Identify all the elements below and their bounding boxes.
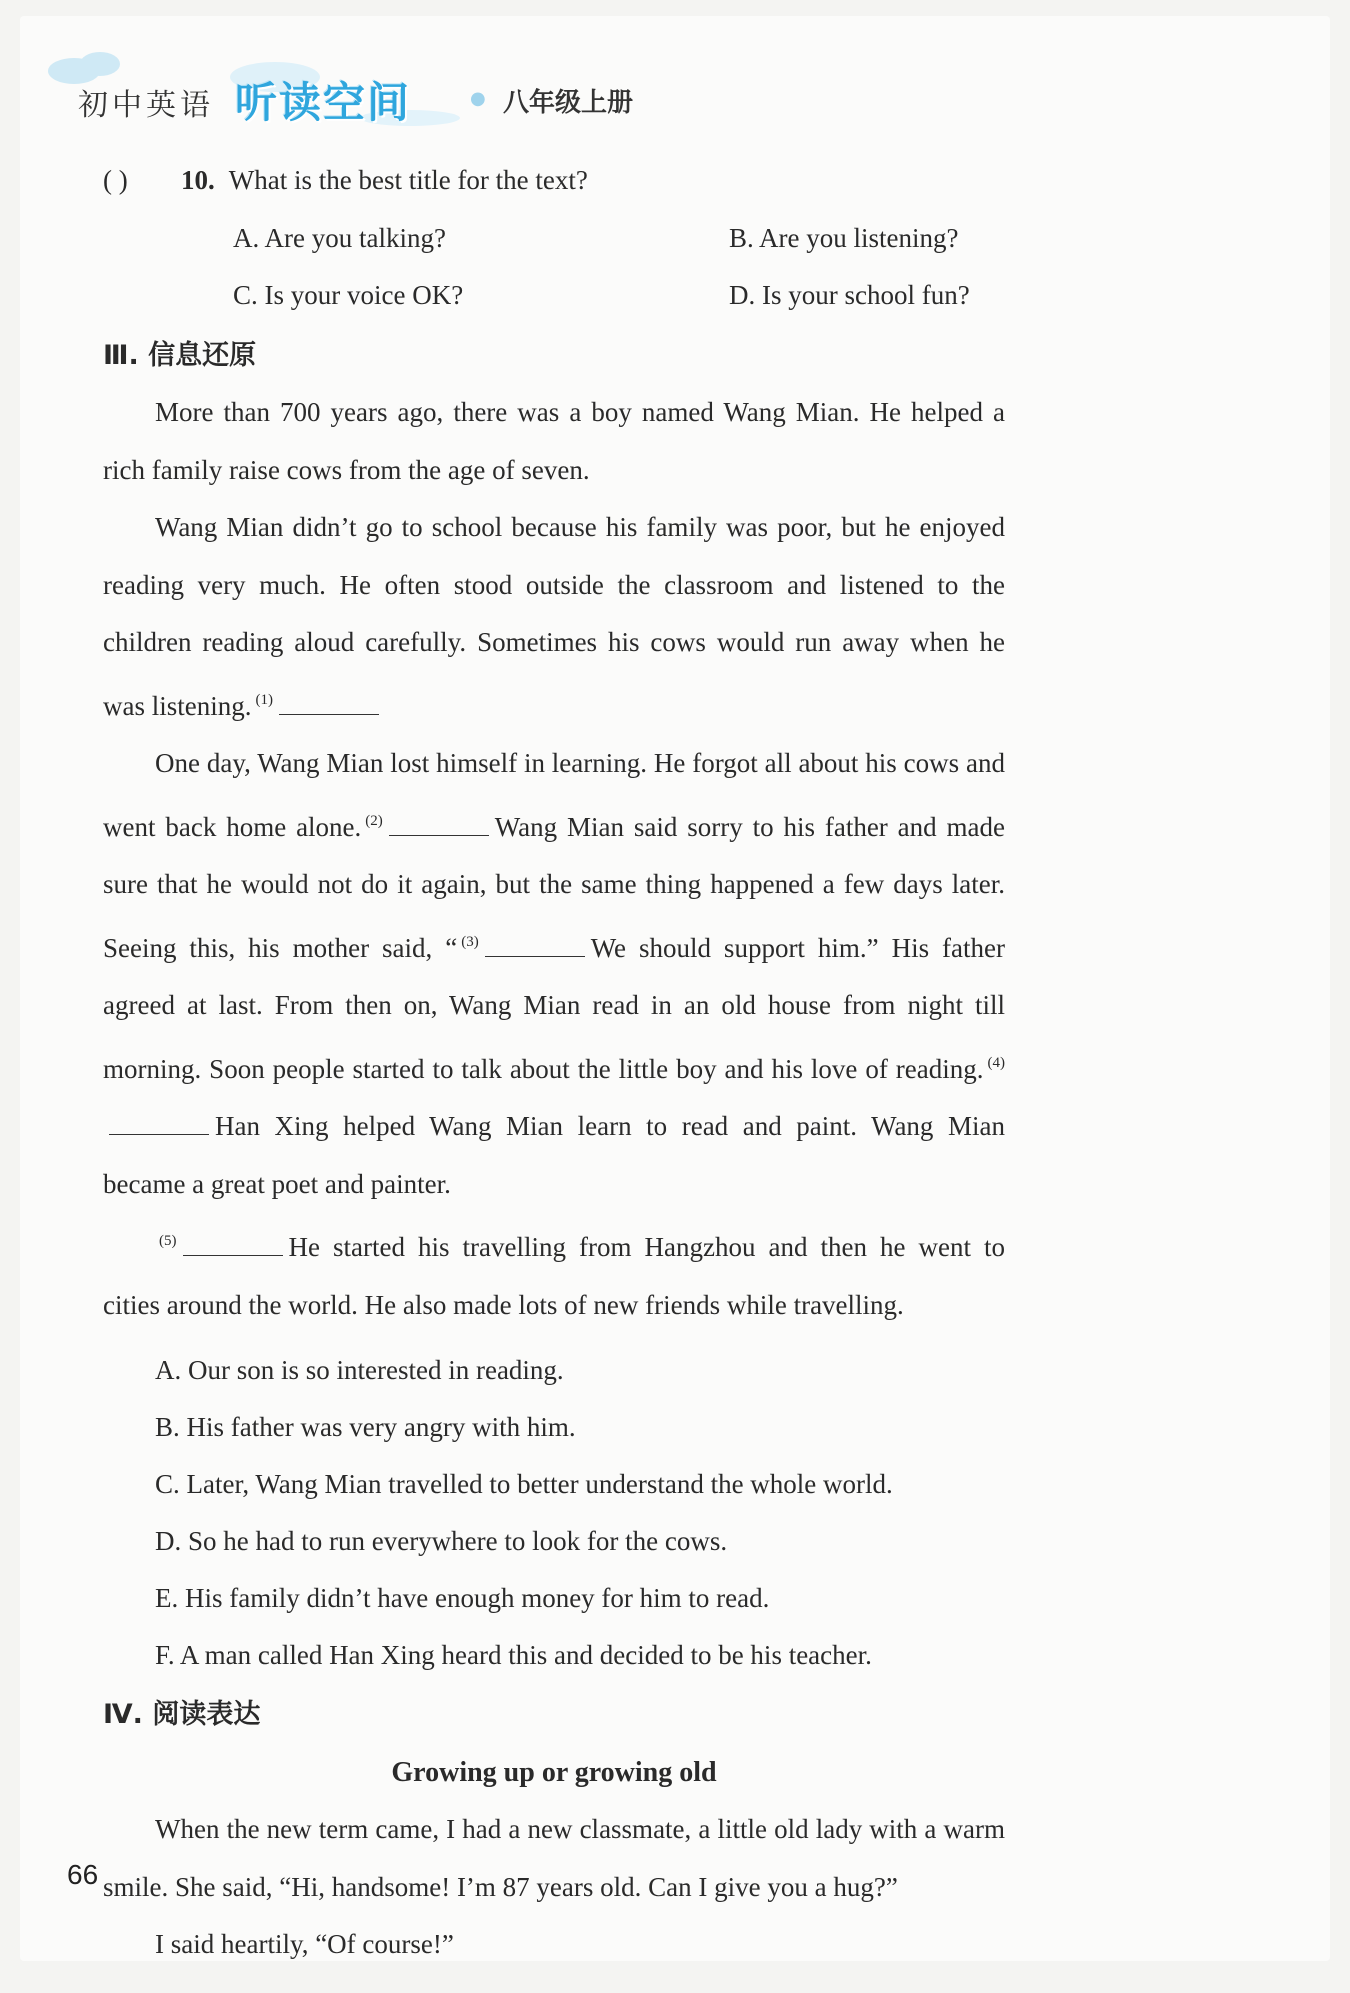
choice-list [103,1342,1005,1684]
choice-c: C. Later, Wang Mian travelled to better understand the whole world. [155,1469,893,1499]
choice-f: F. A man called Han Xing heard this and decided to be his teacher. [155,1640,872,1670]
paragraph-text: We should support him.” His father agreed at last. From then on, Wang Mian read in an old house from night till morning. Soon people started to talk about the little boy and his love of reading. [103,932,1005,1084]
answer-blank [389,815,489,836]
option-d: D. Is your school fun? [729,280,970,310]
paragraph [103,499,1005,735]
paragraph-text: Wang Mian said sorry to his father and made sure that he would not do it again, but the same thing happened a few days later. Seeing this, his mother said, “ [103,811,1006,963]
workbook-page [20,16,1330,1961]
page-number: 66 [67,1859,99,1890]
story-title: Growing up or growing old [391,1756,717,1788]
question-stem: What is the best title for the text? [228,165,588,195]
option-a: A. Are you talking? [233,222,446,253]
option-b: B. Are you listening? [729,222,959,253]
paragraph-text: One day, Wang Mian lost himself in learning. He forgot all about his cows and went back home alone. [103,748,1005,842]
blank-number: (4) [987,1054,1005,1071]
paragraph-text: Han Xing helped Wang Mian learn to read and paint. Wang Mian became a great poet and painter. [103,1111,1005,1199]
grade-label: 八年级上册 [503,88,634,118]
choice-b: B. His father was very angry with him. [155,1412,576,1442]
choice-d: D. So he had to run everywhere to look for the cows. [155,1526,728,1556]
answer-blank [485,936,585,957]
cloud-decoration [80,52,120,76]
blank-number: (2) [365,812,383,829]
page-content [103,152,1005,1974]
choice-a: A. Our son is so interested in reading. [155,1355,564,1385]
section-3-heading: Ⅲ. 信息还原 [103,339,257,371]
paragraph [103,735,1005,1213]
paragraph: When the new term came, I had a new classmate, a little old lady with a warm smile. She said, “Hi, handsome! I’m 87 years old. Can I give you a hug?” [103,1814,1005,1902]
series-title: 初中英语 [78,88,214,123]
blank-number: (1) [255,691,273,708]
bullet-icon: ● [470,88,486,109]
question-number: 10. [181,165,215,195]
section-4-heading: Ⅳ. 阅读表达 [103,1699,261,1730]
answer-blank [183,1235,283,1256]
option-c: C. Is your voice OK? [233,280,464,310]
paragraph-text: He started his travelling from Hangzhou and then he went to cities around the world. He also made lots of new friends while travelling. [103,1232,1005,1320]
question-10-options [103,210,1005,325]
answer-blank [109,1114,209,1135]
blank-number: (3) [461,933,479,950]
answer-blank [279,694,379,715]
paragraph-text: Wang Mian didn’t go to school because his family was poor, but he enjoyed reading very much. He often stood outside the classroom and listened to the children reading aloud carefully. Sometimes his cows would run away when he was listening. [103,512,1005,721]
answer-paren: ( ) [103,165,128,195]
brand-title: 听读空间 [235,78,412,127]
paragraph: More than 700 years ago, there was a boy named Wang Mian. He helped a rich family raise cows from the age of seven. [103,397,1005,485]
choice-e: E. His family didn’t have enough money for him to read. [155,1583,770,1613]
blank-number: (5) [159,1233,177,1249]
paragraph: I said heartily, “Of course!” [155,1929,454,1959]
paragraph [103,1213,1005,1334]
question-10 [103,152,1005,210]
page-header [60,58,760,128]
